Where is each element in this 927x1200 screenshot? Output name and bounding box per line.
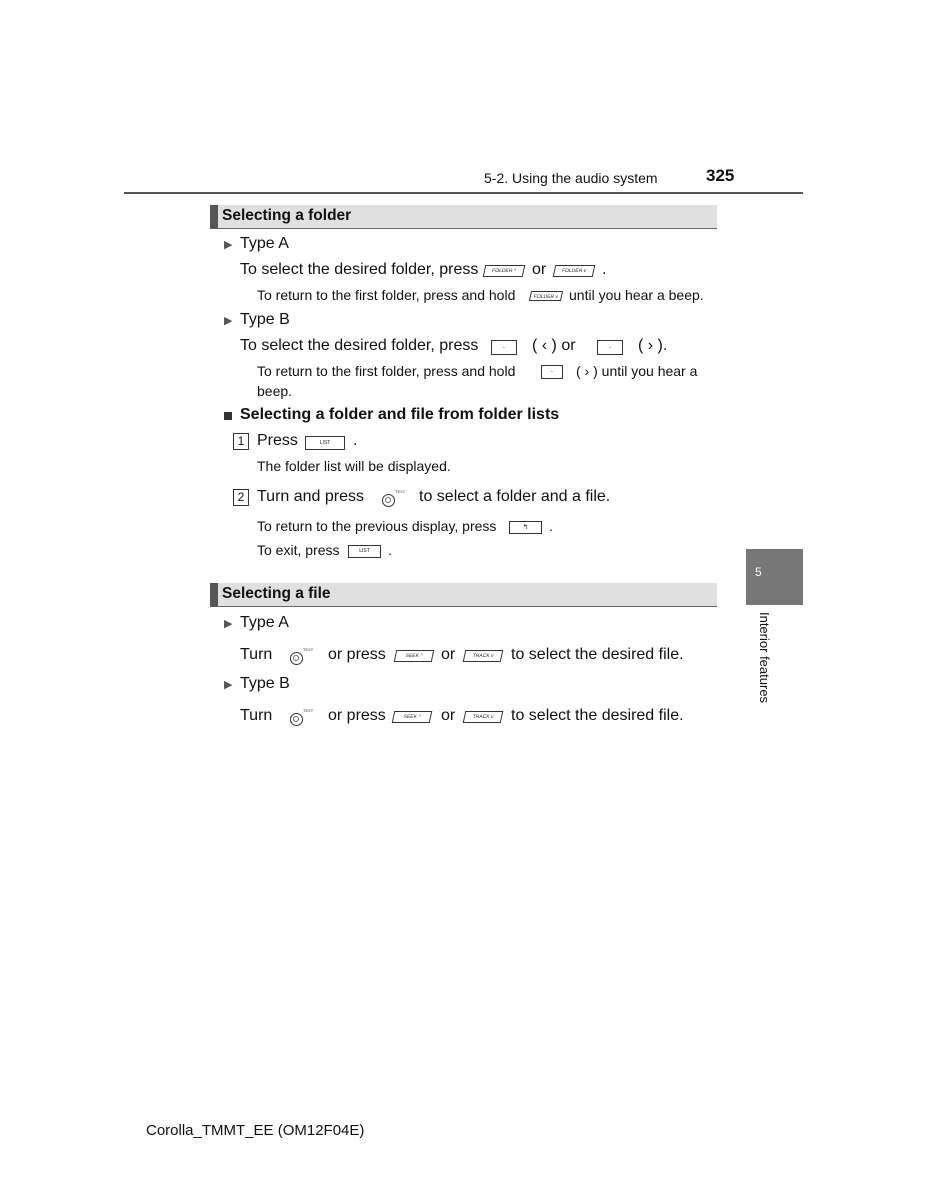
chapter-tab [746,549,803,605]
select-file-text: to select the desired file. [511,646,684,663]
period: . [388,542,392,558]
seek-up-button: SEEK ^ [394,650,435,662]
type-b-label: Type B [240,311,290,328]
tune-knob-icon [382,494,395,507]
section-heading-file [210,583,717,607]
section-heading-folder-text: Selecting a folder [222,207,352,224]
type-b-note-line2: beep. [257,383,293,399]
square-bullet-icon [224,407,232,425]
triangle-bullet-icon: ▶ [224,679,233,691]
preset-button-right: · [541,365,563,379]
period: . [602,261,607,278]
chapter-side-label-text: Interior features [757,612,772,704]
or-text: or [532,261,547,278]
or-text: or [441,646,456,663]
period: . [353,432,358,449]
exit-note: To exit, press [257,542,340,558]
folder-up-button: FOLDER ^ [483,265,526,277]
header-section-title: 5-2. Using the audio system [484,170,658,186]
knob-label: TEXT [395,489,406,494]
list-button: LIST [305,436,345,450]
type-a-note: To return to the first folder, press and hold [257,287,516,303]
type-a-label: Type A [240,235,289,252]
seek-up-button: SEEK ^ [392,711,433,723]
triangle-bullet-icon: ▶ [224,618,233,630]
step-number-1: 1 [233,433,249,450]
knob-label: TEXT [303,647,314,652]
left-or-text: ( ‹ ) or [532,337,576,354]
type-b-label: Type B [240,675,290,692]
step-1-note: The folder list will be displayed. [257,458,451,474]
track-down-button: TRACK v [463,650,504,662]
type-a-note-end: until you hear a beep. [569,287,704,303]
turn-text: Turn [240,707,273,724]
or-press-text: or press [328,707,386,724]
header-rule [124,192,803,194]
step-2-text: Turn and press [257,488,365,505]
right-text: ( › ). [638,337,668,354]
type-b-instruction: To select the desired folder, press [240,337,479,354]
chapter-side-label [758,612,772,712]
step-1-text: Press [257,432,298,449]
knob-label: TEXT [303,708,314,713]
tune-knob-icon [290,713,303,726]
page-number: 325 [706,166,735,185]
type-b-note-end: ( › ) until you hear a [576,363,698,379]
preset-button-left: · [491,340,517,355]
preset-button-right: · [597,340,623,355]
type-a-instruction: To select the desired folder, press [240,261,479,278]
section-heading-file-text: Selecting a file [222,585,331,602]
type-a-label: Type A [240,614,289,631]
tune-knob-icon [290,652,303,665]
period: . [549,518,553,534]
chapter-number: 5 [755,565,762,579]
type-b-note: To return to the first folder, press and hold [257,363,516,379]
back-button: ↰ [509,521,542,534]
turn-text: Turn [240,646,273,663]
select-file-text: to select the desired file. [511,707,684,724]
triangle-bullet-icon: ▶ [224,315,233,327]
section-heading-folder [210,205,717,229]
or-text: or [441,707,456,724]
back-note: To return to the previous display, press [257,518,497,534]
footer-doc-id: Corolla_TMMT_EE (OM12F04E) [146,1122,365,1139]
folder-down-button: FOLDER v [529,291,563,301]
track-down-button: TRACK v [463,711,504,723]
or-press-text: or press [328,646,386,663]
subsection-title: Selecting a folder and file from folder lists [240,406,560,423]
folder-down-button: FOLDER v [553,265,596,277]
step-2-text-end: to select a folder and a file. [419,488,611,505]
list-button: LIST [348,545,381,558]
step-number-2: 2 [233,489,249,506]
triangle-bullet-icon: ▶ [224,239,233,251]
